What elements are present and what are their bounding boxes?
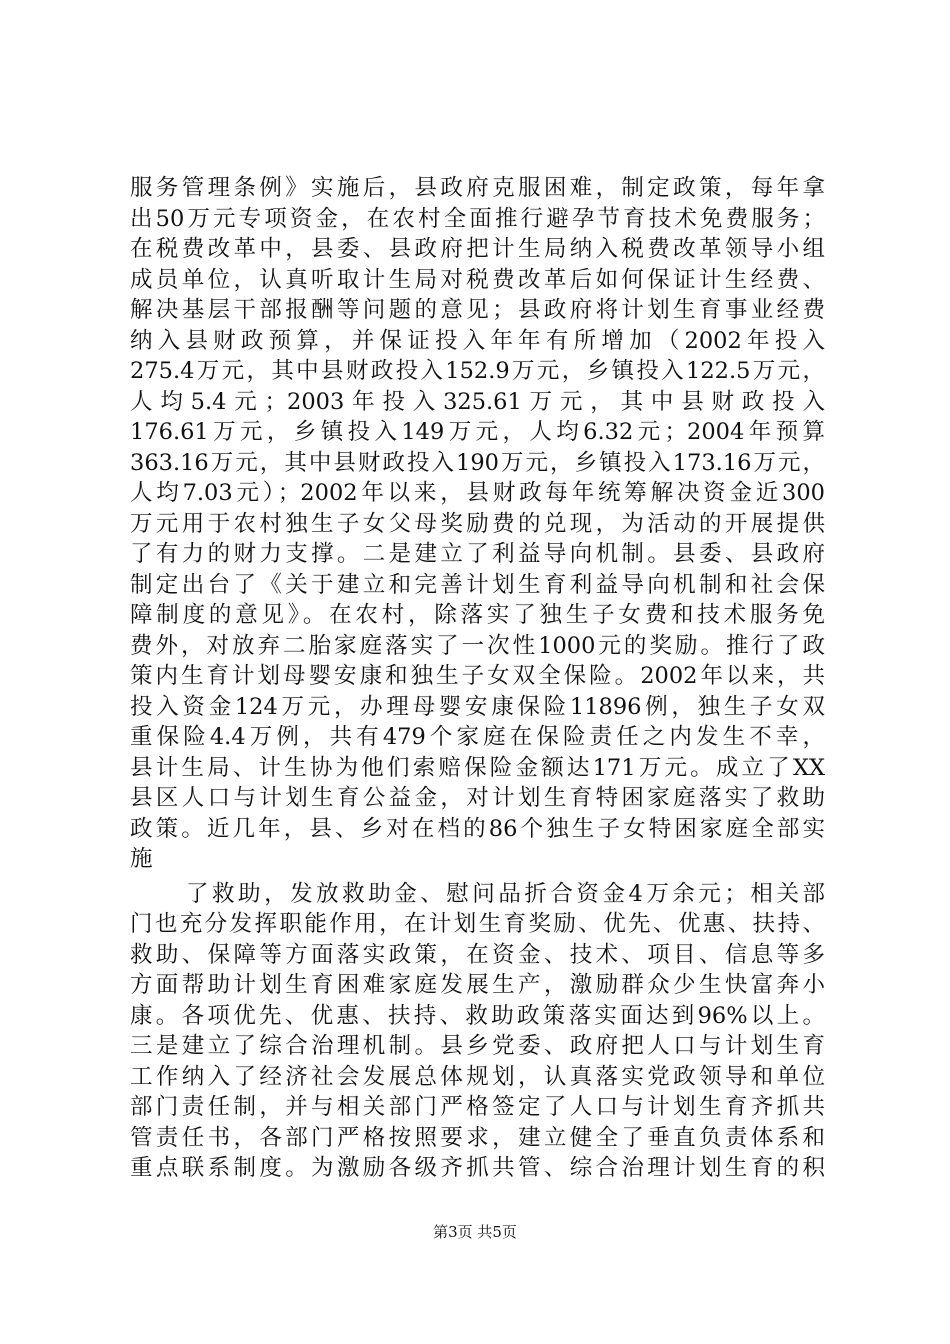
- text-line: 康。各项优先、优惠、扶持、救助政策落实面达到96%以上。: [130, 1002, 825, 1029]
- text-line: 成员单位，认真听取计生局对税费改革后如何保证计生经费、: [130, 266, 825, 293]
- text-line: 制定出台了《关于建立和完善计划生育利益导向机制和社会保: [130, 571, 825, 598]
- text-line: 解决基层干部报酬等问题的意见；县政府将计划生育事业经费: [130, 297, 825, 323]
- paragraph-1: [130, 173, 825, 875]
- text-line: 275.4万元，其中县财政投入152.9万元，乡镇投入122.5万元，: [130, 358, 825, 384]
- text-line: 施: [130, 846, 153, 872]
- text-line: 管责任书，各部门严格按照要求，建立健全了垂直负责体系和: [130, 1124, 825, 1151]
- text-line: 重点联系制度。为激励各级齐抓共管、综合治理计划生育的积: [130, 1155, 825, 1181]
- text-line: 万元用于农村独生子女父母奖励费的兑现，为活动的开展提供: [130, 510, 825, 537]
- page-number: 第3页 共5页: [433, 1223, 517, 1241]
- text-line: 人均5.4元；2003年投入325.61万元，其中县财政投入: [130, 388, 825, 415]
- text-line: 门也充分发挥职能作用，在计划生育奖励、优先、优惠、扶持、: [130, 911, 825, 937]
- text-line: 363.16万元，其中县财政投入190万元，乡镇投入173.16万元，: [130, 449, 825, 476]
- text-line: 了救助，发放救助金、慰问品折合资金4万余元；相关部: [186, 880, 825, 907]
- text-line: 策内生育计划母婴安康和独生子女双全保险。2002年以来，共: [130, 663, 825, 689]
- paragraph-2: [130, 879, 825, 1184]
- text-line: 县计生局、计生协为他们索赔保险金额达171万元。成立了XX: [130, 754, 825, 781]
- text-line: 工作纳入了经济社会发展总体规划，认真落实党政领导和单位: [130, 1063, 825, 1090]
- text-line: 纳入县财政预算，并保证投入年年有所增加（2002年投入: [130, 327, 825, 354]
- text-line: 在税费改革中，县委、县政府把计生局纳入税费改革领导小组: [130, 236, 825, 262]
- text-line: 救助、保障等方面落实政策，在资金、技术、项目、信息等多: [130, 941, 825, 968]
- text-line: 障制度的意见》。在农村，除落实了独生子女费和技术服务免: [130, 602, 825, 628]
- text-line: 县区人口与计划生育公益金，对计划生育特困家庭落实了救助: [130, 785, 825, 811]
- document-body: [130, 173, 825, 1184]
- text-line: 出50万元专项资金，在农村全面推行避孕节育技术免费服务；: [130, 205, 825, 232]
- text-line: 服务管理条例》实施后，县政府克服困难，制定政策，每年拿: [130, 175, 825, 201]
- text-line: 部门责任制，并与相关部门严格签定了人口与计划生育齐抓共: [130, 1094, 825, 1120]
- text-line: 人均7.03元）；2002年以来，县财政每年统筹解决资金近300: [130, 480, 825, 506]
- text-line: 了有力的财力支撑。二是建立了利益导向机制。县委、县政府: [130, 541, 825, 567]
- text-line: 投入资金124万元，办理母婴安康保险11896例，独生子女双: [130, 693, 825, 720]
- text-line: 政策。近几年，县、乡对在档的86个独生子女特困家庭全部实: [130, 815, 825, 842]
- text-line: 重保险4.4万例，共有479个家庭在保险责任之内发生不幸，: [130, 724, 825, 750]
- text-line: 费外，对放弃二胎家庭落实了一次性1000元的奖励。推行了政: [130, 632, 825, 659]
- text-line: 176.61万元，乡镇投入149万元，人均6.32元；2004年预算: [130, 419, 825, 445]
- text-line: 三是建立了综合治理机制。县乡党委、政府把人口与计划生育: [130, 1033, 825, 1059]
- text-line: 方面帮助计划生育困难家庭发展生产，激励群众少生快富奔小: [130, 972, 825, 998]
- page-footer: [0, 1222, 950, 1242]
